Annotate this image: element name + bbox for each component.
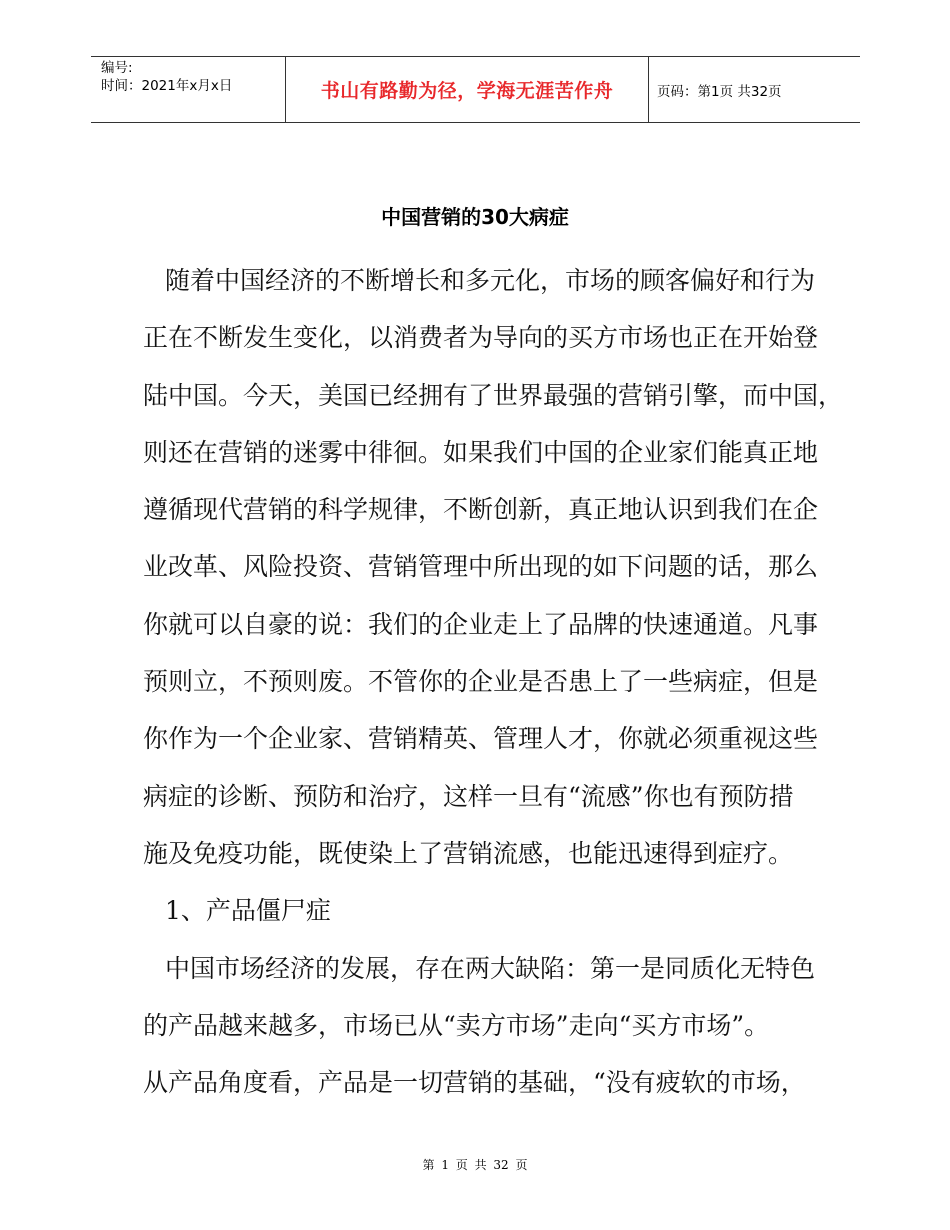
section-heading: 1、产品僵尸症 [165,896,331,926]
intro-line: 施及免疫功能，既使染上了营销流感，也能迅速得到症疗。 [143,838,794,868]
header-page-info: 页码：第1页 共32页 [657,83,782,100]
intro-line: 陆中国。今天，美国已经拥有了世界最强的营销引擎，而中国， [143,380,844,410]
section-line: 的产品越来越多，市场已从“卖方市场”走向“买方市场”。 [143,1010,770,1040]
intro-line: 随着中国经济的不断增长和多元化，市场的顾客偏好和行为 [165,266,816,295]
page-footer: 第 1 页 共 32 页 [422,1158,528,1172]
intro-paragraph [143,252,844,882]
document-number-label: 编号: [101,60,133,76]
document-title: 中国营销的30大病症 [381,205,569,229]
intro-line: 正在不断发生变化，以消费者为导向的买方市场也正在开始登 [143,323,819,353]
document-body [143,252,844,1111]
header-motto: 书山有路勤为径，学海无涯苦作舟 [286,57,649,122]
document-time-label: 时间：2021年x月x日 [101,78,233,94]
intro-line: 预则立，不预则废。不管你的企业是否患上了一些病症，但是 [143,667,819,697]
intro-line: 病症的诊断、预防和治疗，这样一旦有“流感”你也有预防措 [143,781,794,811]
header-meta-cell [91,57,286,122]
intro-line: 业改革、风险投资、营销管理中所出现的如下问题的话，那么 [143,552,819,582]
section-line: 中国市场经济的发展，存在两大缺陷：第一是同质化无特色 [165,953,816,983]
intro-line: 遵循现代营销的科学规律，不断创新，真正地认识到我们在企 [143,495,819,525]
intro-line: 则还在营销的迷雾中徘徊。如果我们中国的企业家们能真正地 [143,437,819,467]
section-paragraph [143,940,823,1112]
section-line: 从产品角度看，产品是一切营销的基础，“没有疲软的市场， [143,1068,806,1098]
header-table [91,56,860,123]
intro-line: 你就可以自豪的说：我们的企业走上了品牌的快速通道。凡事 [143,609,819,639]
intro-line: 你作为一个企业家、营销精英、管理人才，你就必须重视这些 [143,724,819,754]
